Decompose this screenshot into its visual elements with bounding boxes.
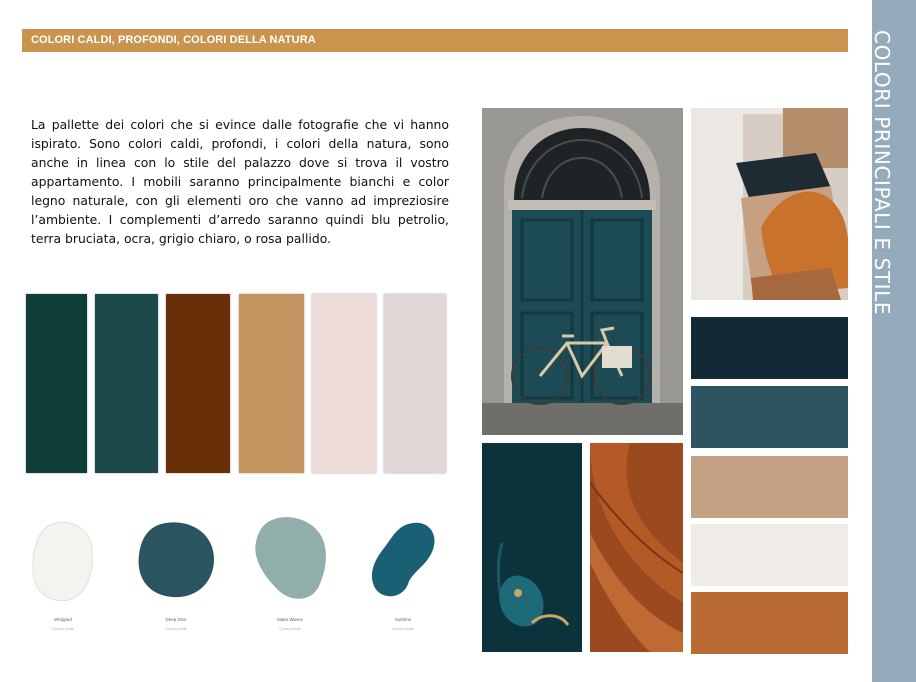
moodboard-block-navy: [691, 317, 848, 379]
paint-name-3: Make Waves: [277, 617, 303, 622]
paint-blob-3: [254, 516, 328, 600]
paint-blob-1: [30, 520, 96, 602]
swatch-petrol: [95, 294, 158, 473]
swatch-petrol-dark: [26, 294, 87, 473]
photo-door-bicycle: [482, 108, 683, 435]
photo-teal-bag: [482, 443, 582, 652]
swatch-light-grey: [384, 294, 446, 473]
moodboard-block-petrol: [691, 386, 848, 448]
paint-blob-4: [368, 520, 440, 600]
side-panel: [872, 0, 916, 682]
intro-paragraph: La pallette dei colori che si evince dalle fotografie che vi hanno ispirato. Sono colori caldi, profondi, i colori della natura, sono anche in linea con lo stile del palazzo dove si trova il vostro appartamento. I mobili saranno principalmente bianchi e color legno naturale, con gli elementi oro che vanno ad impreziosire l’ambiente. I complementi d’arredo saranno quindi blu petrolio, terra bruciata, ocra, grigio chiaro, o rosa pallido.: [31, 117, 449, 246]
paint-blob-2: [136, 521, 216, 599]
section-header-bar: [22, 29, 848, 52]
paint-code-4: Colour code: [392, 626, 414, 631]
moodboard-block-sand: [691, 456, 848, 518]
side-title: COLORI PRINCIPALI E STILE: [870, 30, 894, 316]
section-title: COLORI CALDI, PROFONDI, COLORI DELLA NATURA: [31, 34, 316, 46]
swatch-ochre: [239, 294, 304, 473]
paint-code-3: Colour code: [279, 626, 301, 631]
paint-name-1: Whipped: [54, 617, 72, 622]
paint-name-4: Sublime: [394, 617, 412, 622]
photo-leather-fabric: [590, 443, 683, 652]
paint-code-1: Colour code: [52, 626, 74, 631]
moodboard-block-terracotta: [691, 592, 848, 654]
swatch-pale-pink: [312, 294, 376, 473]
paint-name-2: Deep Dive: [165, 617, 187, 622]
photo-fabric-samples: [691, 108, 848, 300]
moodboard-block-offwhite: [691, 524, 848, 586]
paint-code-2: Colour code: [165, 626, 187, 631]
swatch-burnt-earth: [166, 294, 230, 473]
